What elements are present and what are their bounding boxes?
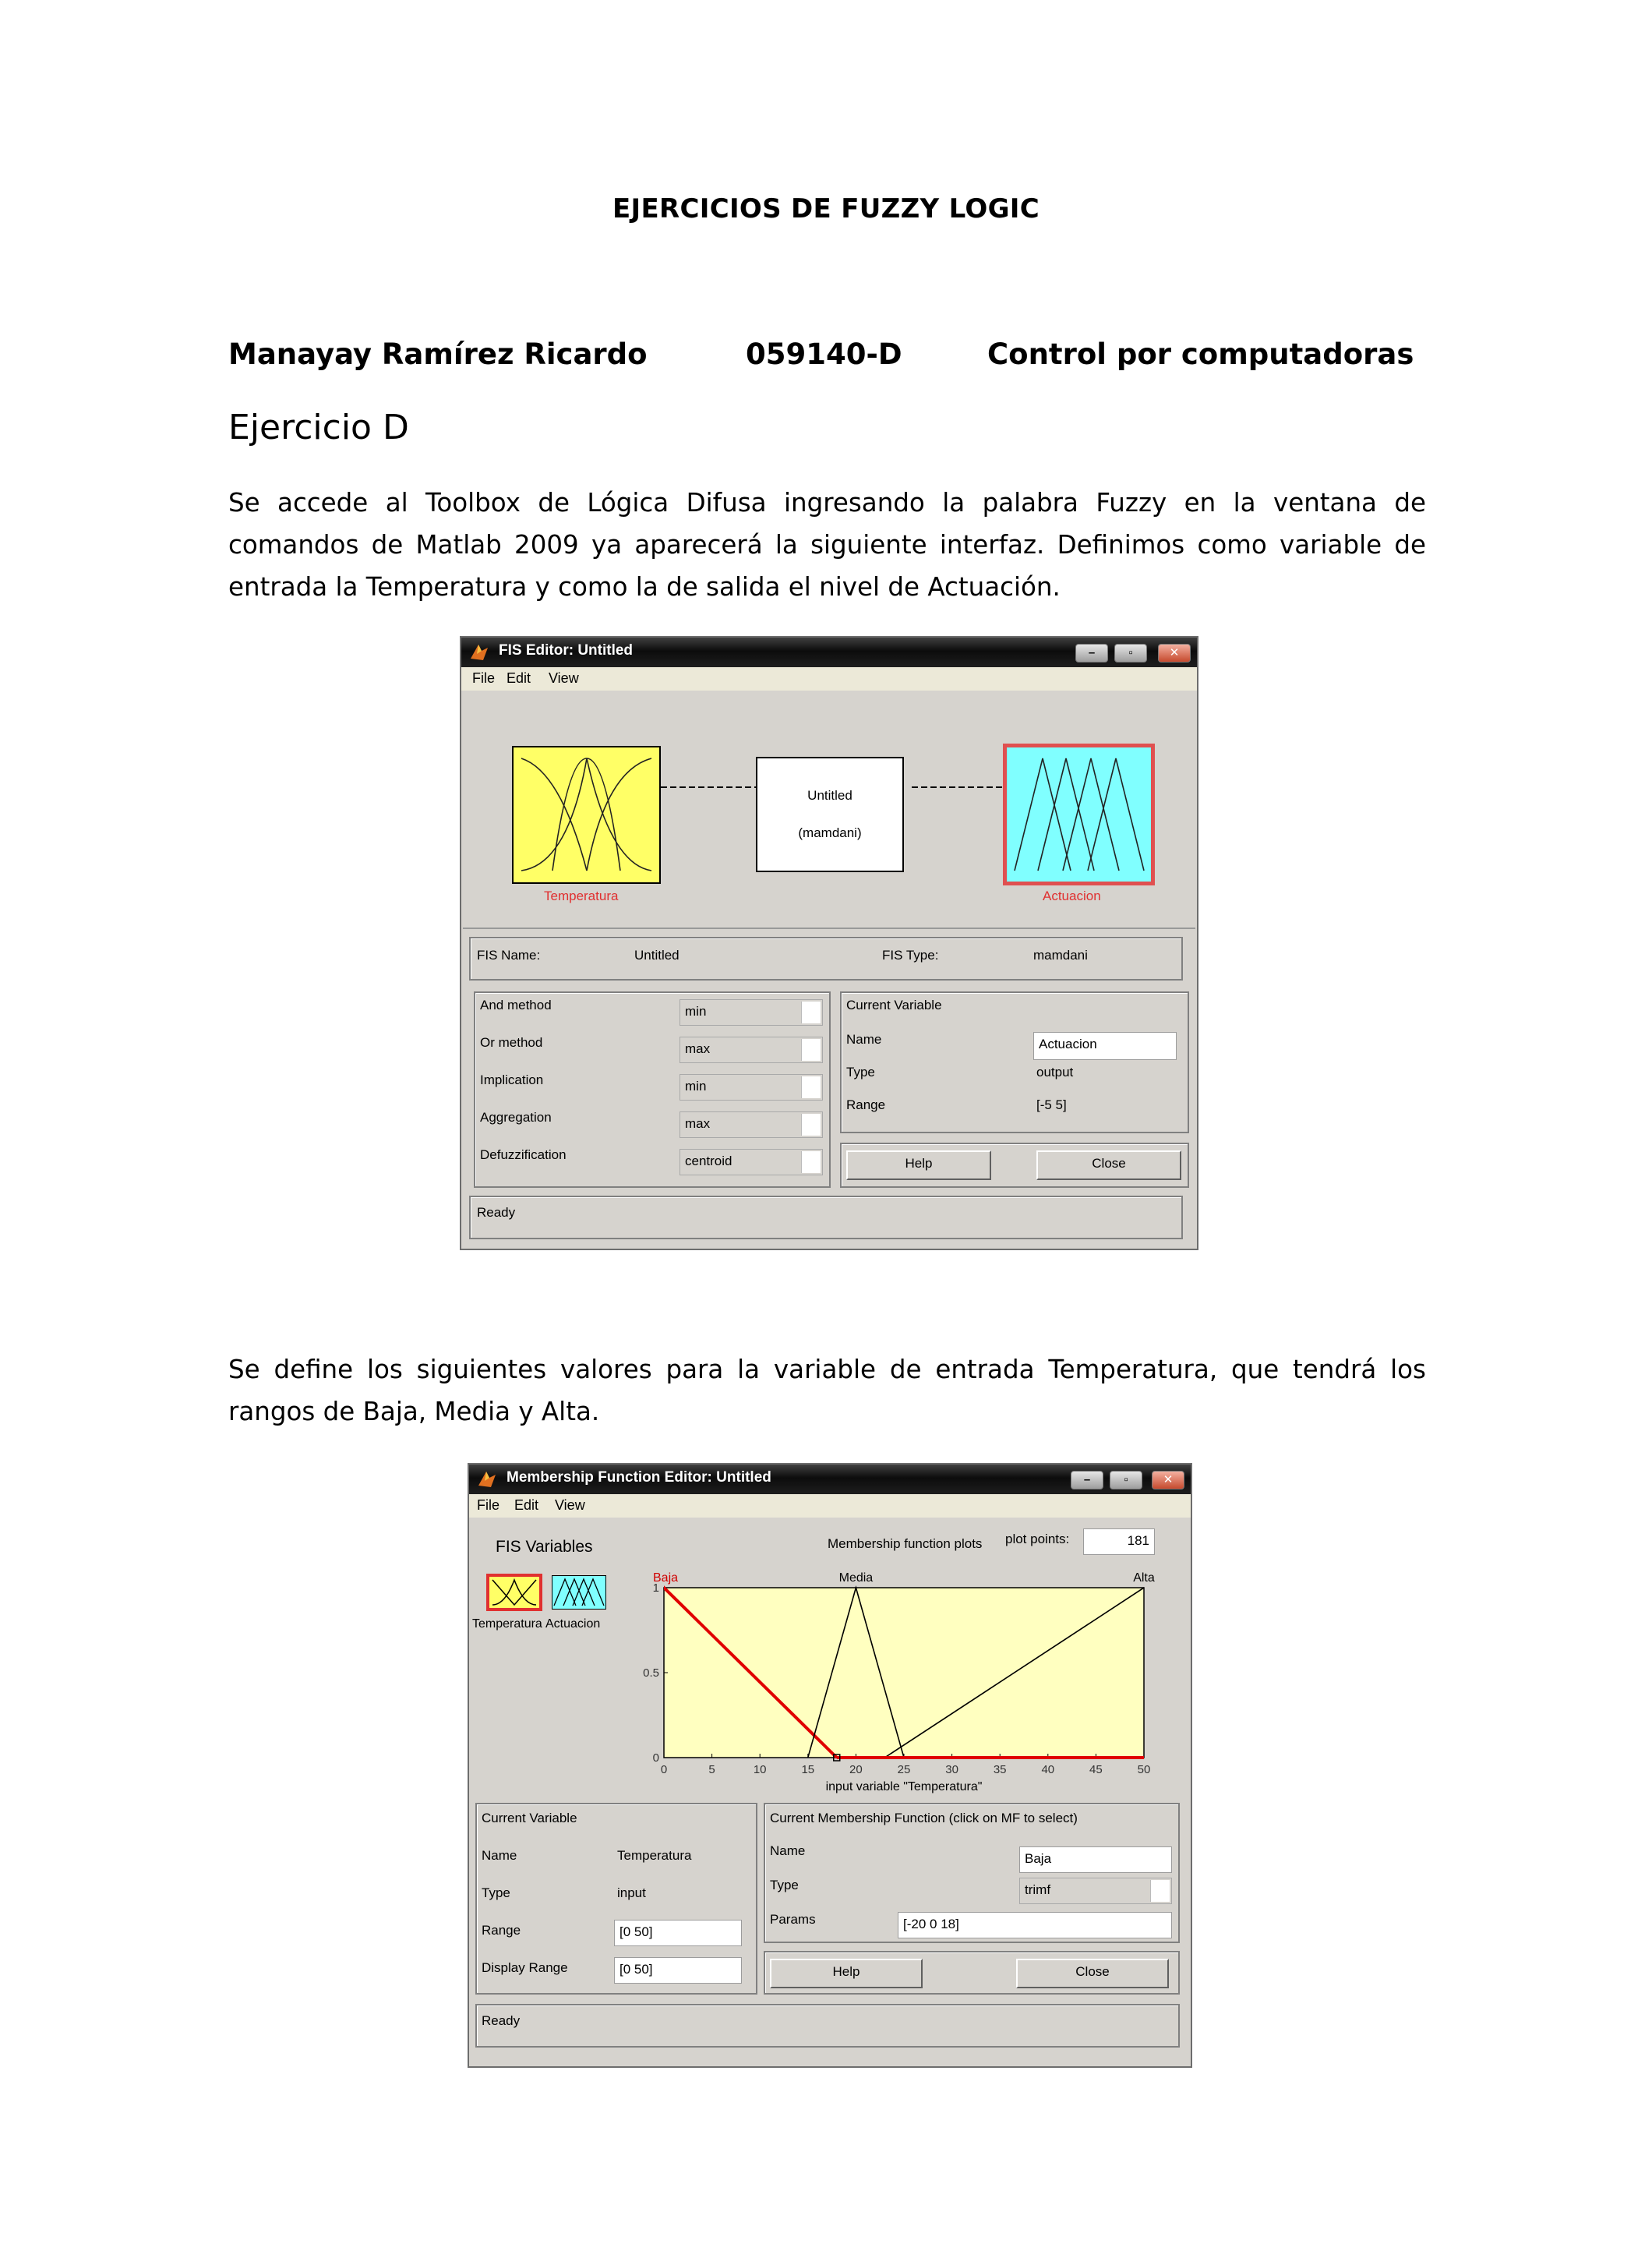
and-method-select[interactable]: min <box>680 999 823 1026</box>
mf-type-select[interactable]: trimf <box>1019 1878 1172 1904</box>
y-tick-label: 1 <box>652 1581 659 1595</box>
close-window-button[interactable]: ✕ <box>1152 1471 1184 1489</box>
cv-name-label: Name <box>482 1848 517 1863</box>
x-tick-label: 20 <box>849 1763 863 1776</box>
output-variable-label: Actuacion <box>1043 889 1101 903</box>
fis-editor-window <box>460 636 1198 1250</box>
mf-plot[interactable] <box>617 1560 1178 1793</box>
minimize-button[interactable]: – <box>1075 644 1108 663</box>
mf-current-variable-title: Current Variable <box>482 1811 577 1825</box>
exercise-heading: Ejercicio D <box>228 408 409 447</box>
x-axis-label: input variable "Temperatura" <box>825 1780 983 1793</box>
matlab-icon <box>469 641 489 662</box>
minimize-button[interactable]: – <box>1071 1471 1103 1489</box>
mf-label-alta: Alta <box>1133 1571 1155 1585</box>
and-method-label: And method <box>480 998 552 1012</box>
plot-points-input[interactable]: 181 <box>1083 1528 1155 1555</box>
mf-editor-window <box>468 1463 1192 2068</box>
plot-points-label: plot points: <box>1005 1532 1070 1546</box>
input-variable-box[interactable] <box>512 746 661 884</box>
input-variable-label: Temperatura <box>544 889 619 903</box>
menu-file[interactable]: File <box>472 670 496 686</box>
buttons-panel <box>840 1143 1189 1188</box>
defuzzification-label: Defuzzification <box>480 1147 567 1162</box>
mf-editor-title: Membership Function Editor: Untitled <box>507 1469 771 1486</box>
cv-display-range-label: Display Range <box>482 1960 568 1975</box>
mf-params-input[interactable]: [-20 0 18] <box>898 1912 1172 1938</box>
status-text: Ready <box>477 1205 516 1220</box>
mf-name-label: Name <box>770 1843 806 1858</box>
mf-type-label: Type <box>770 1878 799 1892</box>
x-tick-label: 5 <box>708 1763 715 1776</box>
plot-title: Membership function plots <box>828 1536 983 1551</box>
fis-diagram <box>463 691 1195 929</box>
variable-name-input[interactable]: Actuacion <box>1033 1032 1177 1060</box>
actuacion-var-label: Actuacion <box>545 1617 601 1631</box>
input-mf-icon <box>514 747 659 882</box>
system-type: (mamdani) <box>798 825 862 840</box>
fis-type-label: FIS Type: <box>882 948 939 963</box>
fis-editor-title: FIS Editor: Untitled <box>499 642 634 659</box>
menu-file[interactable]: File <box>477 1497 500 1513</box>
fis-name-label: FIS Name: <box>477 948 541 963</box>
paragraph-temperature: Se define los siguientes valores para la variable de entrada Temperatura, que tendrá los rangos de Baja, Media y Alta. <box>228 1355 1426 1426</box>
mf-label-baja: Baja <box>653 1571 679 1585</box>
maximize-button[interactable]: ▫ <box>1114 644 1147 663</box>
course-name: Control por computadoras <box>987 337 1414 371</box>
x-tick-label: 0 <box>660 1763 668 1776</box>
x-tick-label: 50 <box>1137 1763 1151 1776</box>
aggregation-select[interactable]: max <box>680 1111 823 1138</box>
range-value: [-5 5] <box>1036 1097 1067 1112</box>
close-window-button[interactable]: ✕ <box>1158 644 1191 663</box>
y-tick-label: 0 <box>652 1751 659 1765</box>
menu-view[interactable]: View <box>555 1497 585 1513</box>
close-button[interactable]: Close <box>1016 1959 1169 1988</box>
x-tick-label: 45 <box>1089 1763 1103 1776</box>
system-name: Untitled <box>807 788 852 803</box>
mf-current-variable-panel <box>475 1803 757 1995</box>
current-variable-panel <box>840 991 1189 1133</box>
range-label: Range <box>846 1097 886 1112</box>
methods-panel <box>474 991 831 1188</box>
mf-status-bar <box>475 2004 1180 2048</box>
document-title: EJERCICIOS DE FUZZY LOGIC <box>612 193 1040 224</box>
maximize-button[interactable]: ▫ <box>1110 1471 1142 1489</box>
current-mf-title: Current Membership Function (click on MF to select) <box>770 1811 1078 1825</box>
cv-range-input[interactable]: [0 50] <box>614 1920 742 1946</box>
current-variable-title: Current Variable <box>846 998 942 1012</box>
help-button[interactable]: Help <box>770 1959 923 1988</box>
fis-system-box[interactable] <box>756 757 904 872</box>
student-code: 059140-D <box>746 337 902 371</box>
temperatura-var-label: Temperatura <box>472 1617 542 1631</box>
name-label: Name <box>846 1032 882 1047</box>
status-bar <box>469 1196 1183 1239</box>
implication-select[interactable]: min <box>680 1074 823 1101</box>
paragraph-intro: Se accede al Toolbox de Lógica Difusa ingresando la palabra Fuzzy en la ventana de comandos de Matlab 2009 ya aparecerá la siguiente interfaz. Definimos como variable de entrada la Temperatura y como la de salida el nivel de Actuación. <box>228 488 1426 602</box>
type-value: output <box>1036 1065 1074 1080</box>
mf-label-media: Media <box>838 1571 874 1585</box>
output-mf-icon <box>1007 747 1151 882</box>
menu-edit[interactable]: Edit <box>507 670 531 686</box>
y-tick-label: 0.5 <box>643 1666 659 1680</box>
fis-name-panel <box>469 937 1183 981</box>
x-tick-label: 15 <box>801 1763 815 1776</box>
type-label: Type <box>846 1065 875 1080</box>
x-tick-label: 35 <box>993 1763 1007 1776</box>
cv-type-value: input <box>617 1885 646 1900</box>
mf-status-text: Ready <box>482 2013 521 2028</box>
cv-type-label: Type <box>482 1885 510 1900</box>
actuacion-var-icon[interactable] <box>552 1575 606 1610</box>
menu-view[interactable]: View <box>549 670 579 686</box>
x-tick-label: 40 <box>1041 1763 1055 1776</box>
cv-display-range-input[interactable]: [0 50] <box>614 1957 742 1984</box>
implication-label: Implication <box>480 1072 544 1087</box>
mf-name-input[interactable]: Baja <box>1019 1846 1172 1873</box>
fis-editor-menubar <box>461 667 1197 691</box>
x-tick-label: 30 <box>945 1763 958 1776</box>
author-name: Manayay Ramírez Ricardo <box>228 337 648 371</box>
close-button[interactable]: Close <box>1036 1150 1181 1180</box>
defuzzification-select[interactable]: centroid <box>680 1149 823 1175</box>
plot-area <box>664 1588 1144 1758</box>
cv-name-value: Temperatura <box>617 1848 692 1863</box>
mf-params-label: Params <box>770 1912 816 1927</box>
help-button[interactable]: Help <box>846 1150 991 1180</box>
fis-type-value: mamdani <box>1033 948 1088 963</box>
cv-range-label: Range <box>482 1923 521 1938</box>
fis-editor-titlebar[interactable] <box>461 638 1197 667</box>
fis-name-value: Untitled <box>634 948 680 963</box>
mf-buttons-panel <box>764 1951 1180 1995</box>
matlab-icon <box>477 1468 497 1489</box>
output-variable-box[interactable] <box>1003 744 1155 885</box>
aggregation-label: Aggregation <box>480 1110 552 1125</box>
menu-edit[interactable]: Edit <box>514 1497 539 1513</box>
x-tick-label: 25 <box>897 1763 911 1776</box>
temperatura-var-icon[interactable] <box>486 1574 542 1611</box>
x-tick-label: 10 <box>753 1763 767 1776</box>
mf-editor-titlebar[interactable] <box>469 1465 1191 1494</box>
or-method-label: Or method <box>480 1035 543 1050</box>
fis-variables-title: FIS Variables <box>496 1538 593 1556</box>
mf-editor-menubar <box>469 1494 1191 1518</box>
current-mf-panel <box>764 1803 1180 1943</box>
or-method-select[interactable]: max <box>680 1037 823 1063</box>
